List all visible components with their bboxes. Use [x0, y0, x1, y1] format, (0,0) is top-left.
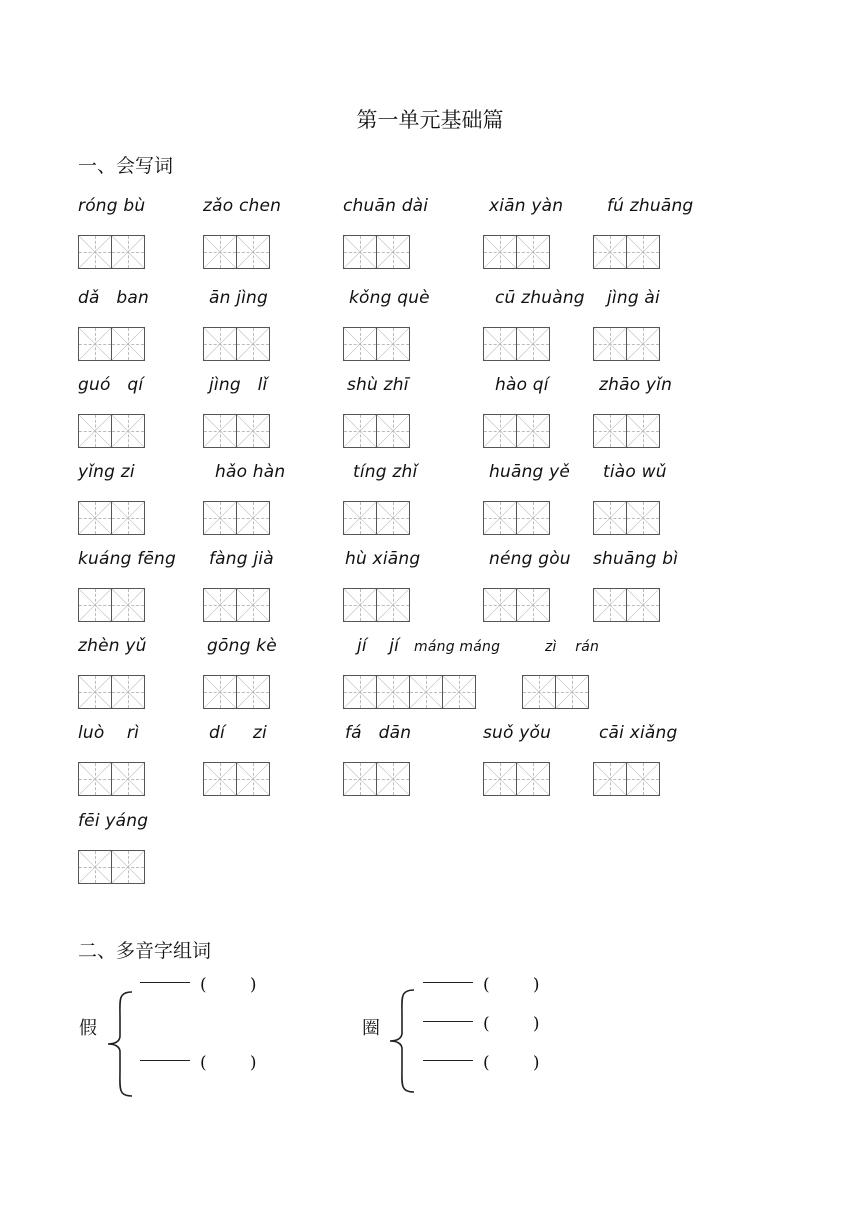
writing-box[interactable]	[343, 414, 410, 448]
pinyin-label: chuān dài	[343, 196, 429, 216]
tian-zi-ge-cell[interactable]	[78, 327, 112, 361]
tian-zi-ge-cell[interactable]	[203, 762, 237, 796]
tian-zi-ge-cell[interactable]	[593, 501, 627, 535]
tian-zi-ge-cell[interactable]	[483, 414, 517, 448]
polyphonic-char-jia: 假	[79, 1018, 97, 1039]
tian-zi-ge-cell[interactable]	[376, 235, 410, 269]
pinyin-label: hǎo hàn	[215, 462, 286, 482]
tian-zi-ge-cell[interactable]	[78, 501, 112, 535]
writing-box[interactable]	[593, 414, 660, 448]
tian-zi-ge-cell[interactable]	[111, 235, 145, 269]
tian-zi-ge-cell[interactable]	[593, 414, 627, 448]
pinyin-label: suǒ yǒu	[483, 723, 552, 743]
polyphonic-char-quan: 圈	[362, 1018, 380, 1039]
tian-zi-ge-cell[interactable]	[593, 235, 627, 269]
tian-zi-ge-cell[interactable]	[516, 762, 550, 796]
pinyin-label: kuáng fēng	[78, 549, 177, 569]
tian-zi-ge-cell[interactable]	[626, 588, 660, 622]
answer-line[interactable]	[140, 1060, 190, 1061]
pinyin-label: fú zhuāng	[607, 196, 694, 216]
tian-zi-ge-cell[interactable]	[111, 675, 145, 709]
writing-box[interactable]	[343, 588, 410, 622]
tian-zi-ge-cell[interactable]	[203, 501, 237, 535]
pinyin-label: ān jìng	[209, 288, 269, 308]
tian-zi-ge-cell[interactable]	[409, 675, 443, 709]
writing-box[interactable]	[522, 675, 589, 709]
pinyin-label: jí jí	[357, 636, 400, 656]
writing-box[interactable]	[343, 501, 410, 535]
pinyin-label: huāng yě	[489, 462, 571, 482]
tian-zi-ge-cell[interactable]	[626, 414, 660, 448]
tian-zi-ge-cell[interactable]	[236, 327, 270, 361]
tian-zi-ge-cell[interactable]	[78, 675, 112, 709]
pinyin-label: shù zhī	[347, 375, 409, 395]
tian-zi-ge-cell[interactable]	[111, 327, 145, 361]
tian-zi-ge-cell[interactable]	[111, 588, 145, 622]
pinyin-label: zǎo chen	[203, 196, 282, 216]
writing-box[interactable]	[593, 588, 660, 622]
brace-icon	[104, 990, 134, 1098]
writing-box[interactable]	[203, 675, 270, 709]
tian-zi-ge-cell[interactable]	[111, 414, 145, 448]
writing-box[interactable]	[203, 501, 270, 535]
writing-box[interactable]	[203, 327, 270, 361]
writing-box[interactable]	[483, 414, 550, 448]
pinyin-label: tiào wǔ	[603, 462, 667, 482]
writing-box[interactable]	[593, 327, 660, 361]
tian-zi-ge-cell[interactable]	[78, 850, 112, 884]
writing-box[interactable]	[343, 762, 410, 796]
tian-zi-ge-cell[interactable]	[376, 588, 410, 622]
pinyin-label: tíng zhǐ	[353, 462, 418, 482]
answer-line[interactable]	[423, 1021, 473, 1022]
pinyin-label: shuāng bì	[593, 549, 679, 569]
pinyin-label: máng máng	[414, 639, 501, 655]
writing-box[interactable]	[343, 675, 476, 709]
writing-box[interactable]	[483, 762, 550, 796]
tian-zi-ge-cell[interactable]	[626, 501, 660, 535]
writing-box[interactable]	[78, 850, 145, 884]
pinyin-label: fá dān	[345, 723, 412, 743]
tian-zi-ge-cell[interactable]	[111, 850, 145, 884]
tian-zi-ge-cell[interactable]	[343, 414, 377, 448]
tian-zi-ge-cell[interactable]	[343, 501, 377, 535]
writing-box[interactable]	[78, 501, 145, 535]
tian-zi-ge-cell[interactable]	[376, 501, 410, 535]
tian-zi-ge-cell[interactable]	[516, 588, 550, 622]
pinyin-label: dí zi	[209, 723, 267, 743]
writing-box[interactable]	[343, 235, 410, 269]
tian-zi-ge-cell[interactable]	[376, 675, 410, 709]
tian-zi-ge-cell[interactable]	[376, 414, 410, 448]
tian-zi-ge-cell[interactable]	[111, 762, 145, 796]
tian-zi-ge-cell[interactable]	[236, 235, 270, 269]
answer-line[interactable]	[423, 1060, 473, 1061]
pinyin-label: hào qí	[495, 375, 549, 395]
section-heading-write-words: 一、会写词	[78, 155, 174, 177]
pinyin-label: yǐng zi	[78, 462, 135, 482]
tian-zi-ge-cell[interactable]	[236, 588, 270, 622]
brace-icon	[386, 988, 416, 1094]
tian-zi-ge-cell[interactable]	[203, 675, 237, 709]
tian-zi-ge-cell[interactable]	[203, 414, 237, 448]
tian-zi-ge-cell[interactable]	[343, 588, 377, 622]
pinyin-label: xiān yàn	[489, 196, 564, 216]
tian-zi-ge-cell[interactable]	[376, 327, 410, 361]
tian-zi-ge-cell[interactable]	[626, 762, 660, 796]
writing-box[interactable]	[203, 588, 270, 622]
tian-zi-ge-cell[interactable]	[236, 762, 270, 796]
writing-box[interactable]	[203, 235, 270, 269]
pinyin-label: cū zhuàng	[495, 288, 585, 308]
tian-zi-ge-cell[interactable]	[522, 675, 556, 709]
writing-box[interactable]	[483, 327, 550, 361]
writing-box[interactable]	[483, 235, 550, 269]
tian-zi-ge-cell[interactable]	[516, 327, 550, 361]
pinyin-label: fàng jià	[209, 549, 274, 569]
pinyin-label: kǒng què	[349, 288, 430, 308]
tian-zi-ge-cell[interactable]	[203, 327, 237, 361]
writing-box[interactable]	[593, 762, 660, 796]
pinyin-label: zhāo yǐn	[599, 375, 673, 395]
writing-box[interactable]	[483, 501, 550, 535]
pinyin-label: luò rì	[78, 723, 140, 743]
writing-box[interactable]	[78, 327, 145, 361]
tian-zi-ge-cell[interactable]	[516, 414, 550, 448]
pinyin-label: guó qí	[78, 375, 144, 395]
tian-zi-ge-cell[interactable]	[236, 414, 270, 448]
writing-box[interactable]	[343, 327, 410, 361]
section-heading-polyphonic: 二、多音字组词	[78, 940, 212, 962]
tian-zi-ge-cell[interactable]	[78, 414, 112, 448]
tian-zi-ge-cell[interactable]	[593, 327, 627, 361]
pinyin-label: dǎ ban	[78, 288, 150, 308]
pinyin-label: jìng lǐ	[209, 375, 268, 395]
tian-zi-ge-cell[interactable]	[78, 588, 112, 622]
writing-box[interactable]	[483, 588, 550, 622]
tian-zi-ge-cell[interactable]	[236, 501, 270, 535]
tian-zi-ge-cell[interactable]	[376, 762, 410, 796]
writing-box[interactable]	[593, 235, 660, 269]
tian-zi-ge-cell[interactable]	[236, 675, 270, 709]
writing-box[interactable]	[78, 762, 145, 796]
pinyin-paren: ( )	[483, 1014, 540, 1034]
pinyin-label: zì rán	[545, 639, 600, 655]
tian-zi-ge-cell[interactable]	[516, 501, 550, 535]
tian-zi-ge-cell[interactable]	[483, 762, 517, 796]
writing-box[interactable]	[593, 501, 660, 535]
pinyin-label: gōng kè	[207, 636, 277, 656]
writing-box[interactable]	[203, 414, 270, 448]
tian-zi-ge-cell[interactable]	[516, 235, 550, 269]
tian-zi-ge-cell[interactable]	[78, 235, 112, 269]
tian-zi-ge-cell[interactable]	[343, 675, 377, 709]
pinyin-paren: ( )	[483, 975, 540, 995]
tian-zi-ge-cell[interactable]	[442, 675, 476, 709]
writing-box[interactable]	[78, 414, 145, 448]
tian-zi-ge-cell[interactable]	[626, 327, 660, 361]
writing-box[interactable]	[78, 675, 145, 709]
tian-zi-ge-cell[interactable]	[111, 501, 145, 535]
page-title: 第一单元基础篇	[356, 108, 504, 132]
tian-zi-ge-cell[interactable]	[483, 588, 517, 622]
pinyin-label: róng bù	[78, 196, 146, 216]
pinyin-paren: ( )	[483, 1053, 540, 1073]
tian-zi-ge-cell[interactable]	[593, 762, 627, 796]
answer-line[interactable]	[140, 982, 190, 983]
tian-zi-ge-cell[interactable]	[343, 235, 377, 269]
tian-zi-ge-cell[interactable]	[483, 327, 517, 361]
tian-zi-ge-cell[interactable]	[78, 762, 112, 796]
writing-box[interactable]	[203, 762, 270, 796]
tian-zi-ge-cell[interactable]	[203, 588, 237, 622]
pinyin-label: jìng ài	[607, 288, 660, 308]
pinyin-label: fēi yáng	[78, 811, 149, 831]
writing-box[interactable]	[78, 588, 145, 622]
pinyin-paren: ( )	[200, 975, 257, 995]
pinyin-label: cāi xiǎng	[599, 723, 678, 743]
pinyin-label: zhèn yǔ	[78, 636, 147, 656]
pinyin-label: néng gòu	[489, 549, 571, 569]
pinyin-label: hù xiāng	[345, 549, 421, 569]
pinyin-paren: ( )	[200, 1053, 257, 1073]
tian-zi-ge-cell[interactable]	[593, 588, 627, 622]
tian-zi-ge-cell[interactable]	[343, 762, 377, 796]
tian-zi-ge-cell[interactable]	[483, 501, 517, 535]
tian-zi-ge-cell[interactable]	[343, 327, 377, 361]
tian-zi-ge-cell[interactable]	[483, 235, 517, 269]
tian-zi-ge-cell[interactable]	[626, 235, 660, 269]
answer-line[interactable]	[423, 982, 473, 983]
writing-box[interactable]	[78, 235, 145, 269]
tian-zi-ge-cell[interactable]	[555, 675, 589, 709]
tian-zi-ge-cell[interactable]	[203, 235, 237, 269]
